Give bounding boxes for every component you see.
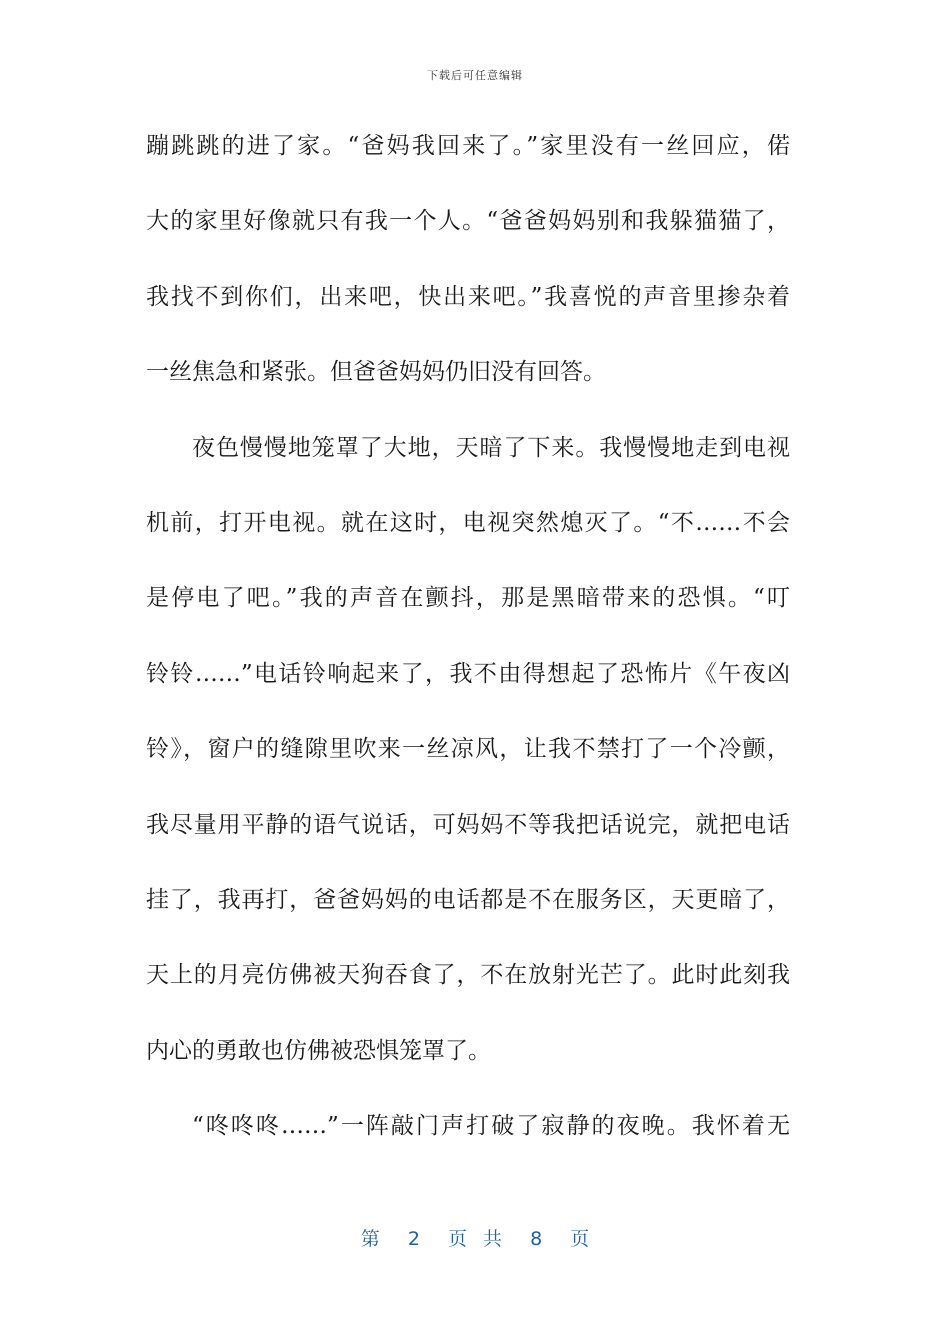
- footer-total-pages: 8: [530, 1228, 543, 1250]
- text-line-1: 蹦跳跳的进了家。“爸妈我回来了。”家里没有一丝回应，偌: [146, 133, 790, 159]
- text-line-8: 铃铃……”电话铃响起来了，我不由得想起了恐怖片《午夜凶: [146, 660, 790, 687]
- text-line-14: “咚咚咚……”一阵敲门声打破了寂静的夜晚。我怀着无: [192, 1113, 790, 1140]
- text-line-7: 是停电了吧。”我的声音在颤抖，那是黑暗带来的恐惧。“叮: [146, 585, 790, 612]
- footer-label-ye: 页: [570, 1228, 590, 1250]
- footer-label-ye-gong: 页 共: [447, 1228, 503, 1250]
- text-line-12: 天上的月亮仿佛被天狗吞食了，不在放射光芒了。此时此刻我: [146, 962, 790, 989]
- text-line-9: 铃》，窗户的缝隙里吹来一丝凉风，让我不禁打了一个冷颤，: [146, 736, 790, 763]
- text-line-3: 我找不到你们，出来吧，快出来吧。”我喜悦的声音里掺杂着: [146, 283, 790, 310]
- text-line-5: 夜色慢慢地笼罩了大地，天暗了下来。我慢慢地走到电视: [192, 434, 790, 461]
- page-footer: [0, 1224, 950, 1251]
- text-line-11: 挂了，我再打，爸爸妈妈的电话都是不在服务区，天更暗了，: [146, 886, 790, 913]
- text-line-4: 一丝焦急和紧张。但爸爸妈妈仍旧没有回答。: [146, 359, 606, 386]
- footer-current-page: 2: [407, 1228, 420, 1250]
- text-line-13: 内心的勇敢也仿佛被恐惧笼罩了。: [146, 1037, 491, 1064]
- document-body: [146, 120, 790, 1175]
- text-line-6: 机前，打开电视。就在这时，电视突然熄灭了。“不……不会: [146, 509, 790, 536]
- footer-label-di: 第: [360, 1228, 380, 1250]
- text-line-2: 大的家里好像就只有我一个人。“爸爸妈妈别和我躲猫猫了，: [146, 208, 790, 235]
- text-line-10: 我尽量用平静的语气说话，可妈妈不等我把话说完，就把电话: [146, 811, 790, 838]
- header-note: 下载后可任意编辑: [427, 69, 523, 82]
